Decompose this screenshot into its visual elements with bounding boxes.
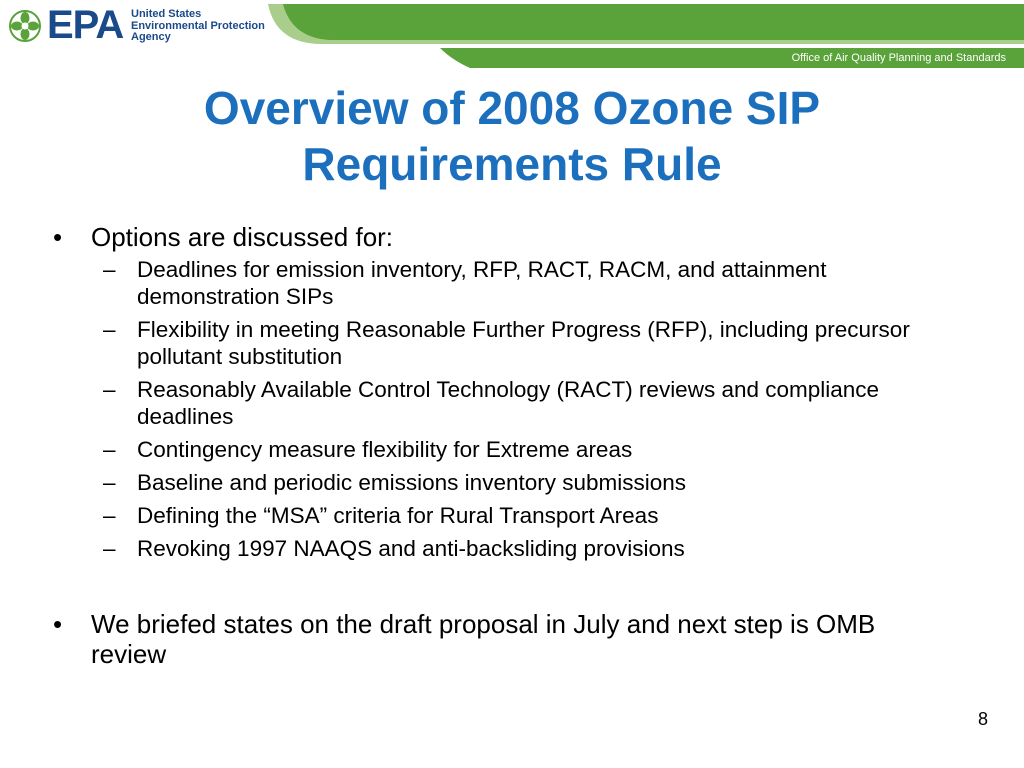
bullet-text: We briefed states on the draft proposal in July and next step is OMB review — [91, 609, 876, 669]
sub-bullet-text: Baseline and periodic emissions inventory submissions — [137, 470, 687, 495]
sub-bullet-text: Contingency measure flexibility for Extreme areas — [137, 437, 633, 462]
office-name: Office of Air Quality Planning and Standards — [791, 52, 1006, 64]
sub-bullet-item — [53, 256, 953, 310]
sub-bullet-list — [53, 256, 953, 562]
agency-name — [131, 9, 265, 44]
bullet-item — [53, 222, 953, 252]
bullet-marker: • — [53, 609, 63, 639]
dash-marker: – — [103, 257, 116, 282]
slide-title-line-2: Requirements Rule — [302, 138, 722, 190]
epa-logo-text: EPA — [47, 3, 124, 47]
bullet-marker: • — [53, 222, 63, 252]
bullet-text: Options are discussed for: — [91, 222, 394, 252]
dash-marker: – — [103, 377, 116, 402]
sub-bullet-item — [53, 436, 953, 463]
sub-bullet-item — [53, 535, 953, 562]
sub-bullet-item — [53, 502, 953, 529]
sub-bullet-item — [53, 469, 953, 496]
epa-flower-logo-icon — [9, 10, 41, 42]
dash-marker: – — [103, 317, 116, 342]
slide-title — [0, 80, 1024, 192]
slide-content — [53, 222, 953, 669]
dash-marker: – — [103, 536, 116, 561]
dash-marker: – — [103, 503, 116, 528]
dash-marker: – — [103, 437, 116, 462]
dash-marker: – — [103, 470, 116, 495]
slide-title-line-1: Overview of 2008 Ozone SIP — [203, 82, 821, 134]
header-banner — [0, 0, 1024, 70]
sub-bullet-text: Defining the “MSA” criteria for Rural Transport Areas — [137, 503, 659, 528]
sub-bullet-item — [53, 316, 953, 370]
page-number: 8 — [977, 709, 988, 729]
agency-line-3: Agency — [131, 31, 171, 43]
bullet-item — [53, 609, 953, 669]
agency-line-1: United States — [131, 8, 202, 20]
agency-line-2: Environmental Protection — [131, 19, 265, 32]
sub-bullet-text: Flexibility in meeting Reasonable Further Progress (RFP), including precursor pollutant substitution — [137, 317, 910, 369]
sub-bullet-text: Reasonably Available Control Technology (RACT) reviews and compliance deadlines — [137, 377, 880, 429]
sub-bullet-text: Deadlines for emission inventory, RFP, RACT, RACM, and attainment demonstration SIPs — [137, 257, 827, 309]
sub-bullet-item — [53, 376, 953, 430]
sub-bullet-text: Revoking 1997 NAAQS and anti-backsliding provisions — [137, 536, 685, 561]
